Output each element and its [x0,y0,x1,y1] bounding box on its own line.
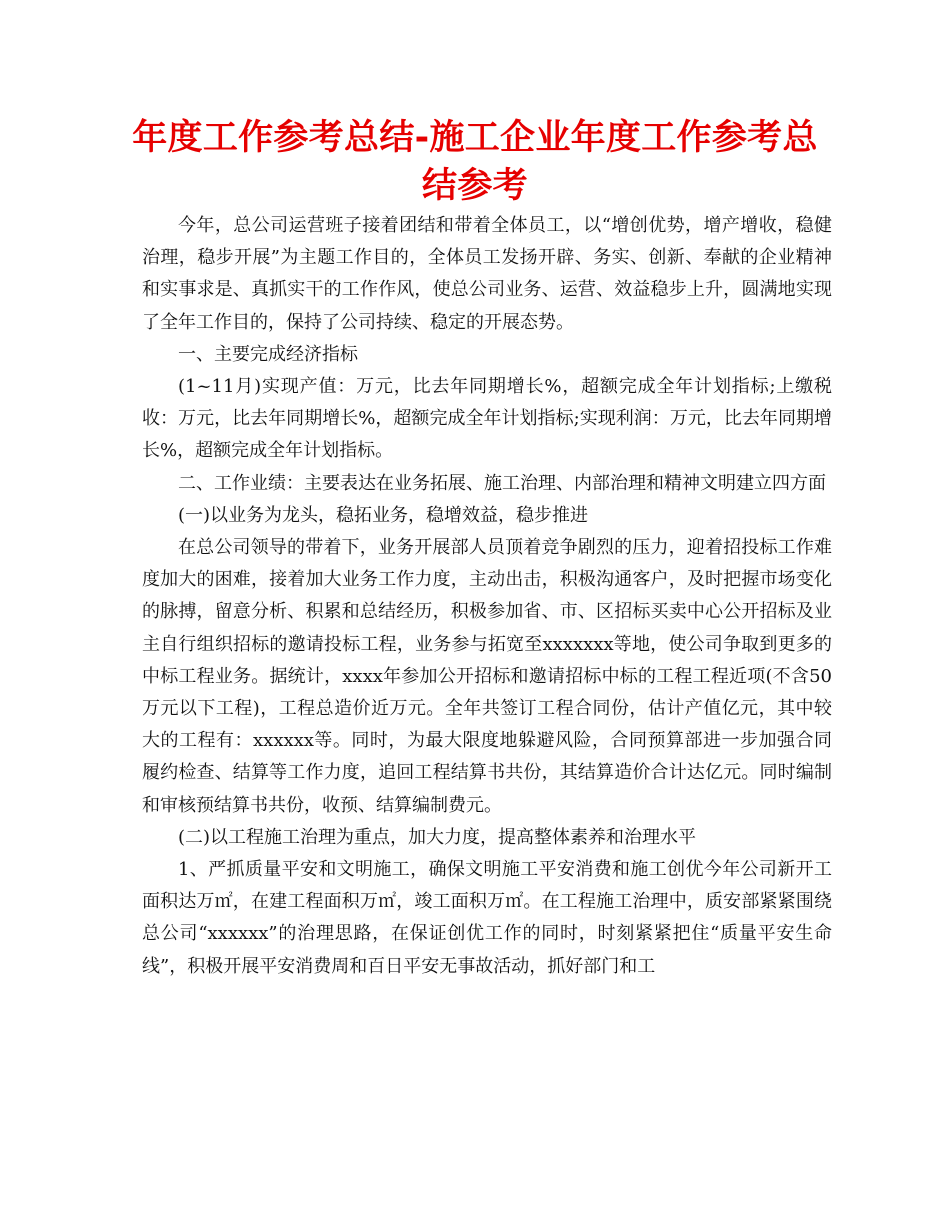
heading-economic-indicators: 一、主要完成经济指标 [178,343,358,365]
subheading-construction-management: (二)以工程施工治理为重点，加大力度，提高整体素养和治理水平 [178,826,697,848]
paragraph-economic-indicators: (1~11月)实现产值：万元，比去年同期增长%，超额完成全年计划指标;上缴税收：万元，比去年同期增长%，超额完成全年计划指标;实现利润：万元，比去年同期增长%，超额完成全年计划指标。 [142,376,832,462]
subheading-business: (一)以业务为龙头，稳拓业务，稳增效益，稳步推进 [178,504,589,526]
heading-work-achievements: 二、工作业绩：主要表达在业务拓展、施工治理、内部治理和精神文明建立四方面 [178,472,826,494]
document-body [142,210,832,983]
paragraph-intro: 今年，总公司运营班子接着团结和带着全体员工，以“增创优势，增产增收，稳健治理，稳步开展”为主题工作目的，全体员工发扬开辟、务实、创新、奉献的企业精神和实事求是、真抓实干的工作作风，使总公司业务、运营、效益稳步上升，圆满地实现了全年工作目的，保持了公司持续、稳定的开展态势。 [142,215,832,333]
paragraph-business: 在总公司领导的带着下，业务开展部人员顶着竞争剧烈的压力，迎着招投标工作难度加大的困难，接着加大业务工作力度，主动出击，积极沟通客户，及时把握市场变化的脉搏，留意分析、积累和总结经历，积极参加省、市、区招标买卖中心公开招标及业主自行组织招标的邀请投标工程，业务参与拓宽至xxxxxxx等地，使公司争取到更多的中标工程业务。据统计，xxxx年参加公开招标和邀请招标中标的工程工程近项(不含50万元以下工程)，工程总造价近万元。全年共签订工程合同份，估计产值亿元，其中较大的工程有：xxxxxx等。同时，为最大限度地躲避风险，合同预算部进一步加强合同履约检查、结算等工作力度，追回工程结算书共份，其结算造价合计达亿元。同时编制和审核预结算书共份，收预、结算编制费元。 [142,537,832,816]
paragraph-quality-safety: 1、严抓质量平安和文明施工，确保文明施工平安消费和施工创优今年公司新开工面积达万㎡，在建工程面积万㎡，竣工面积万㎡。在工程施工治理中，质安部紧紧围绕总公司“xxxxxx”的治理思路，在保证创优工作的同时，时刻紧紧把住“质量平安生命线”，积极开展平安消费周和百日平安无事故活动，抓好部门和工 [142,859,832,977]
document-title: 年度工作参考总结-施工企业年度工作参考总结参考 [132,118,818,206]
